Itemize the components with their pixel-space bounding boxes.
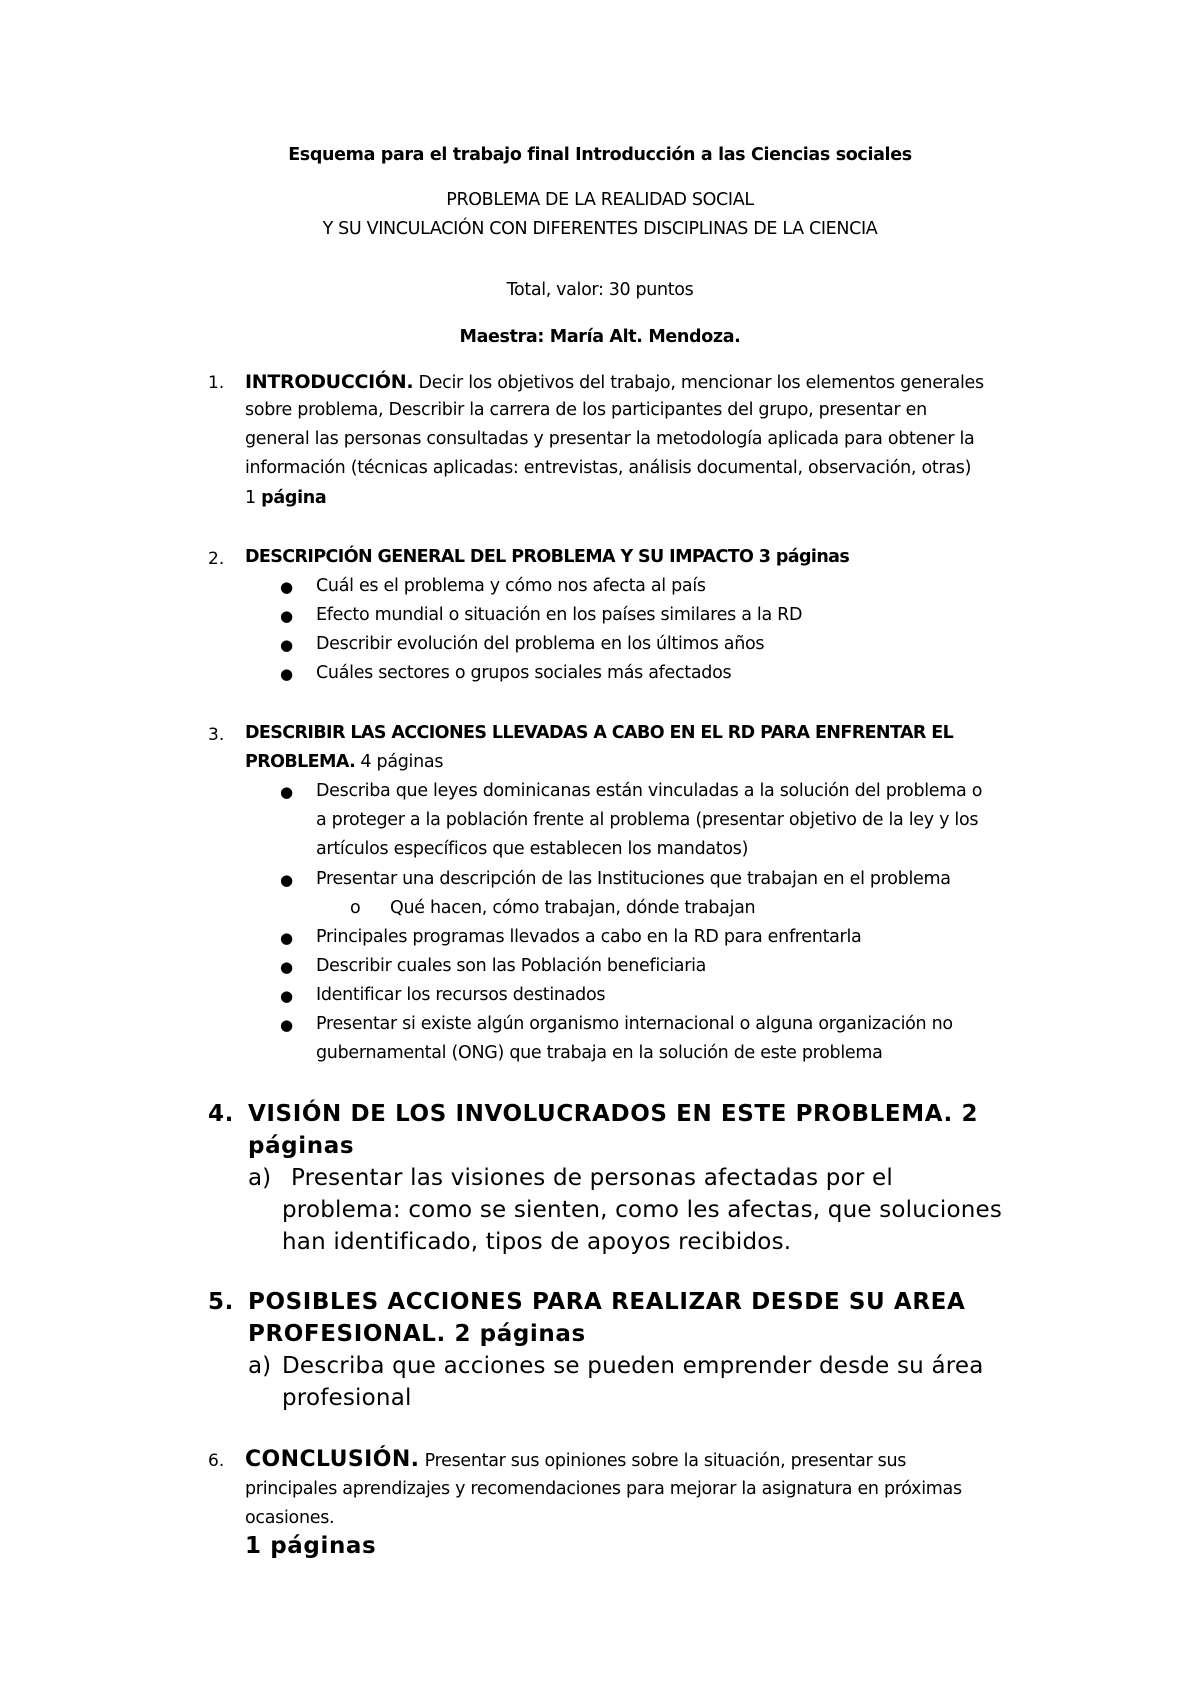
section-5-number: 5. [208,1289,234,1315]
bullet-icon: ● [280,987,294,1005]
section-3-bullet-1-line-3: artículos específicos que establecen los mandatos) [316,839,749,859]
section-2-bullet-4: Cuáles sectores o grupos sociales más afectados [316,663,732,683]
section-6-text-3: ocasiones. [245,1508,335,1528]
document-subtitle-line2: Y SU VINCULACIÓN CON DIFERENTES DISCIPLINAS DE LA CIENCIA [322,219,878,239]
section-6-text-2: principales aprendizajes y recomendaciones para mejorar la asignatura en próximas [245,1479,962,1499]
bullet-icon: ● [280,1016,294,1034]
bullet-icon: ● [280,871,294,889]
section-4-heading-line2: páginas [248,1133,355,1159]
bullet-icon: ● [280,607,294,625]
section-3-bullet-2: Presentar una descripción de las Instituciones que trabajan en el problema [316,869,951,889]
section-2-bullet-2: Efecto mundial o situación en los países similares a la RD [316,605,803,625]
section-3-bullet-6-line-1: Presentar si existe algún organismo internacional o alguna organización no [316,1014,953,1034]
section-1-pages-prefix: 1 [245,488,262,508]
section-1-line-1 [245,371,984,393]
section-1-number: 1. [208,373,225,393]
teacher-name: Maestra: María Alt. Mendoza. [459,327,741,347]
section-4-item-marker: a) [248,1165,272,1191]
section-3-sub-bullet: Qué hacen, cómo trabajan, dónde trabajan [390,898,756,918]
document-title: Esquema para el trabajo final Introducción a las Ciencias sociales [288,145,912,165]
section-1-text-3: general las personas consultadas y presentar la metodología aplicada para obtener la [245,429,975,449]
section-2-heading: DESCRIPCIÓN GENERAL DEL PROBLEMA Y SU IMPACTO 3 páginas [245,547,850,567]
section-1-text-2: sobre problema, Describir la carrera de los participantes del grupo, presentar en [245,400,927,420]
section-4-item-line-1: Presentar las visiones de personas afectadas por el [291,1165,893,1191]
section-3-bullet-1-line-1: Describa que leyes dominicanas están vinculadas a la solución del problema o [316,781,983,801]
section-3-bullet-1-line-2: a proteger a la población frente al problema (presentar objetivo de la ley y los [316,810,979,830]
document-subtitle-line1: PROBLEMA DE LA REALIDAD SOCIAL [446,190,754,210]
section-2-bullet-1: Cuál es el problema y cómo nos afecta al país [316,576,706,596]
section-3-bullet-3: Principales programas llevados a cabo en la RD para enfrentarla [316,927,862,947]
section-1-pages-bold: página [261,488,327,508]
bullet-icon: ● [280,958,294,976]
section-6-number: 6. [208,1451,225,1471]
section-5-heading-line2: PROFESIONAL. 2 páginas [248,1321,586,1347]
section-4-item-line-2: problema: como se sienten, como les afectas, que soluciones [282,1197,1003,1223]
sub-bullet-marker: o [350,898,361,918]
bullet-icon: ● [280,665,294,683]
bullet-icon: ● [280,783,294,801]
section-5-heading-line1: POSIBLES ACCIONES PARA REALIZAR DESDE SU AREA [248,1289,966,1315]
bullet-icon: ● [280,578,294,596]
bullet-icon: ● [280,636,294,654]
bullet-icon: ● [280,929,294,947]
section-6-line-1 [245,1447,906,1472]
section-1-pages [245,488,326,508]
section-3-pages: 4 páginas [355,752,444,772]
section-6-pages: 1 páginas [245,1533,377,1559]
section-1-text-4: información (técnicas aplicadas: entrevistas, análisis documental, observación, otras) [245,458,972,478]
section-3-number: 3. [208,725,225,745]
section-6-text-1: Presentar sus opiniones sobre la situación, presentar sus [419,1451,907,1471]
section-2-bullet-3: Describir evolución del problema en los últimos años [316,634,765,654]
section-1-text-1: Decir los objetivos del trabajo, mencionar los elementos generales [413,373,984,393]
section-5-item-line-1: Describa que acciones se pueden emprender desde su área [282,1353,984,1379]
section-3-bullet-4: Describir cuales son las Población beneficiaria [316,956,707,976]
section-4-number: 4. [208,1101,234,1127]
section-4-heading-line1: VISIÓN DE LOS INVOLUCRADOS EN ESTE PROBLEMA. 2 [248,1101,979,1127]
section-3-bullet-6-line-2: gubernamental (ONG) que trabaja en la solución de este problema [316,1043,883,1063]
section-3-heading-line1: DESCRIBIR LAS ACCIONES LLEVADAS A CABO EN EL RD PARA ENFRENTAR EL [245,723,954,743]
section-4-item-line-3: han identificado, tipos de apoyos recibidos. [282,1229,792,1255]
section-1-heading: INTRODUCCIÓN. [245,371,414,393]
total-value: Total, valor: 30 puntos [506,280,694,300]
section-5-item-line-2: profesional [282,1385,412,1411]
section-3-heading-line2 [245,752,443,772]
section-5-item-marker: a) [248,1353,272,1379]
section-3-bullet-5: Identificar los recursos destinados [316,985,606,1005]
section-2-number: 2. [208,549,225,569]
section-6-heading: CONCLUSIÓN. [245,1447,420,1472]
section-3-heading-bold: PROBLEMA. [245,752,356,772]
